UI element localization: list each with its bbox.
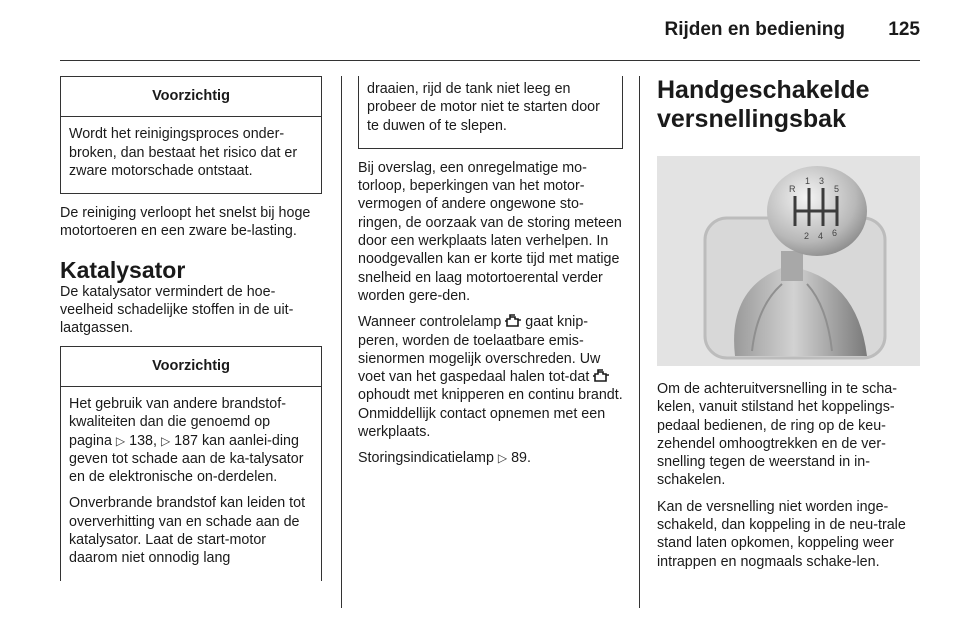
paragraph: Om de achteruitversnelling in te scha-kelen, vanuit stilstand het koppelings-pedaal bedienen, de ring op de keu-zehendel omhoogtrekken en de ver-snelling tegen de weerstand in in-schakelen. bbox=[657, 381, 897, 489]
column-divider-1 bbox=[341, 76, 342, 608]
page-ref-arrow-icon: ▷ bbox=[115, 433, 126, 448]
page-ref[interactable]: 138 bbox=[129, 432, 153, 449]
page-ref-arrow-icon: ▷ bbox=[497, 451, 508, 466]
gear-label: 1 bbox=[805, 176, 811, 186]
warning-text: Wordt het reinigingsproces onder-broken, dan bestaat het risico dat er zware motorschade ontstaat. bbox=[69, 126, 298, 179]
engine-warning-lamp-icon bbox=[505, 314, 521, 328]
warning-text: Onverbrande brandstof kan leiden tot oververhitting van en schade aan de katalysator. Laat de start-motor daarom niet onnodig lang bbox=[69, 495, 306, 567]
page-number: 125 bbox=[888, 19, 920, 40]
warning-title: Voorzichtig bbox=[61, 77, 321, 117]
warning-text: Het gebruik van andere brandstof-kwaliteiten dan die genoemd op pagina ▷ 138, ▷ 187 kan aanlei-ding geven tot schade aan de ka-talysator en de elektronische on-derdelen. bbox=[69, 395, 304, 486]
gear-label: 4 bbox=[818, 231, 824, 241]
page-ref-arrow-icon: ▷ bbox=[160, 433, 171, 448]
paragraph: De reiniging verloopt het snelst bij hoge motortoeren en een zware be-lasting. bbox=[60, 205, 311, 240]
warning-box-continued bbox=[358, 76, 623, 149]
heading-gearbox: Handgeschakelde versnellingsbak bbox=[657, 76, 870, 133]
page-ref[interactable]: 187 bbox=[174, 432, 199, 449]
gear-label: 6 bbox=[832, 228, 838, 238]
page-header bbox=[60, 0, 920, 62]
warning-body bbox=[61, 387, 321, 581]
column-middle bbox=[358, 76, 623, 476]
paragraph: De katalysator vermindert de hoe-veelheid schadelijke stoffen in de uit-laatgassen. bbox=[60, 283, 294, 337]
column-left bbox=[60, 76, 322, 581]
heading-katalysator: Katalysator bbox=[60, 256, 186, 283]
warning-text: draaien, rijd de tank niet leeg en probeer de motor niet te starten door te duwen of te slepen. bbox=[367, 81, 600, 134]
column-right bbox=[657, 76, 920, 579]
gear-label: 5 bbox=[834, 184, 840, 194]
warning-box-2 bbox=[60, 346, 322, 581]
gear-shift-photo bbox=[657, 156, 920, 366]
warning-title: Voorzichtig bbox=[61, 347, 321, 387]
header-rule bbox=[60, 60, 920, 61]
warning-body bbox=[61, 117, 321, 193]
gear-label: 2 bbox=[804, 231, 810, 241]
engine-warning-lamp-icon bbox=[593, 369, 609, 383]
warning-box-1 bbox=[60, 76, 322, 194]
page-ref[interactable]: 89 bbox=[511, 450, 527, 467]
paragraph: Storingsindicatielamp ▷ 89. bbox=[358, 450, 531, 467]
gear-label: 3 bbox=[819, 176, 825, 186]
paragraph: Wanneer controlelamp gaat knip-peren, worden de toelaatbare emis-sienormen mogelijk overschreden. Uw voet van het gaspedaal halen tot-dat ophoudt met knipperen en continu brandt. Onmiddellijk contact opnemen met een werkplaats. bbox=[358, 314, 623, 441]
gear-label: R bbox=[789, 184, 796, 194]
paragraph: Kan de versnelling niet worden inge-schakeld, dan koppeling in de neu-trale stand laten opkomen, koppeling weer intrappen en nogmaals schake-len. bbox=[657, 498, 906, 570]
gear-knob-illustration bbox=[657, 156, 920, 366]
paragraph: Bij overslag, een onregelmatige mo-torloop, beperkingen van het motor-vermogen of andere ongewone sto-ringen, de oorzaak van de storing meteen door een werkplaats laten verhelpen. In noodgevallen kan er korte tijd met matige snelheid en laag motortoerental verder worden gere-den. bbox=[358, 159, 622, 304]
section-title: Rijden en bediening bbox=[664, 19, 845, 40]
column-divider-2 bbox=[639, 76, 640, 608]
